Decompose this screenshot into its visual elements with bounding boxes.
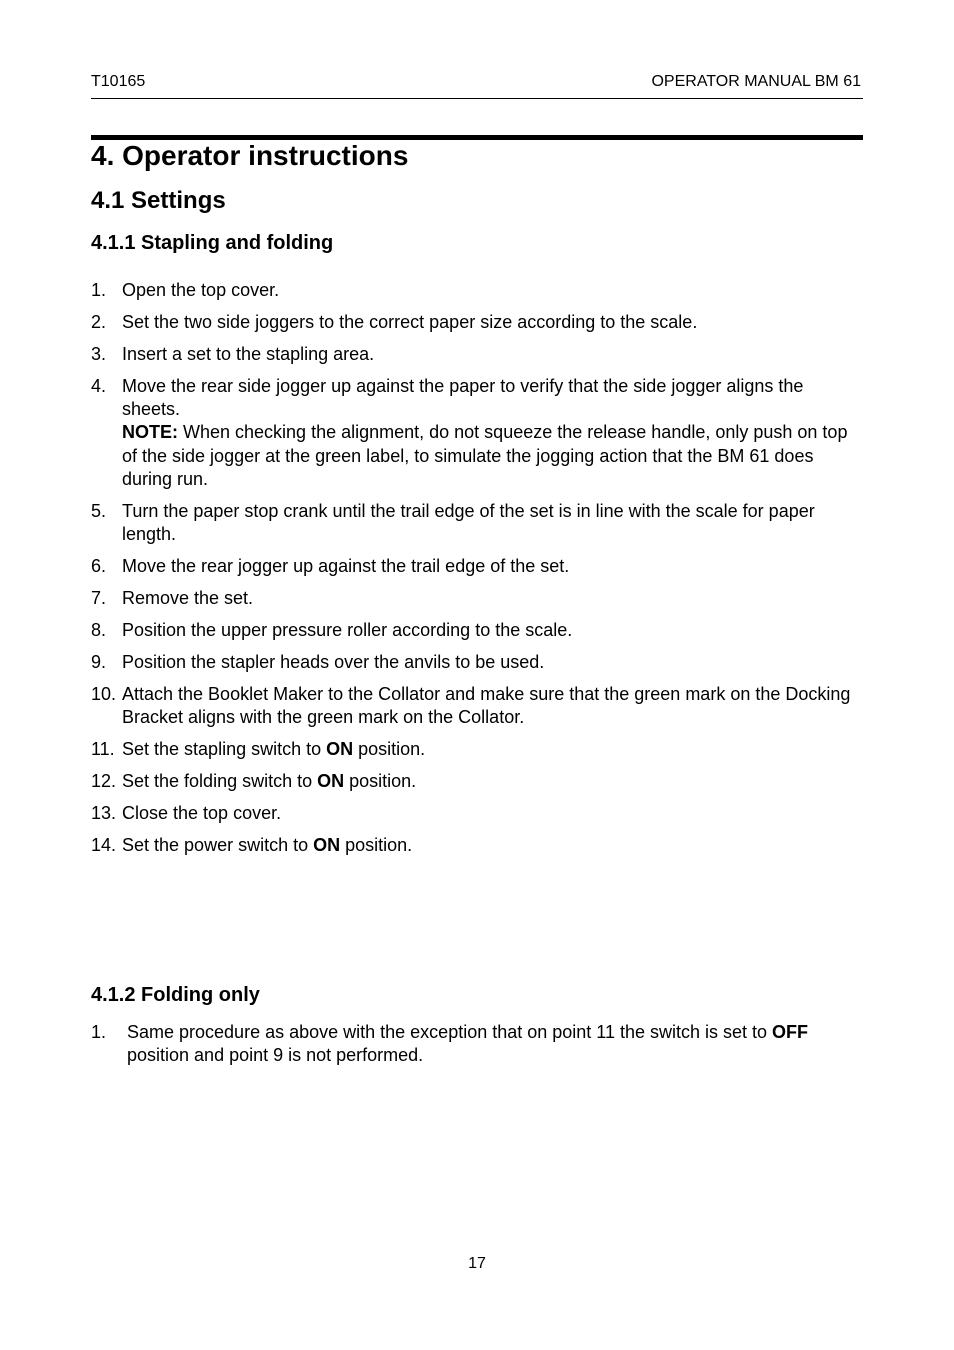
step-number: 8. [91, 620, 107, 641]
step-number: 12. [91, 771, 117, 792]
step-text: Move the rear side jogger up against the paper to verify that the side jogger aligns the sheets. [122, 376, 804, 420]
step-text-pre: Same procedure as above with the exception that on point 11 the switch is set to [127, 1022, 773, 1042]
subsection-title: 4.1 Settings [91, 187, 226, 214]
step-text: Insert a set to the stapling area. [122, 344, 375, 364]
step-text-pre: Set the power switch to [122, 835, 314, 856]
document-id: T10165 [91, 73, 146, 90]
step-text: Set the two side joggers to the correct paper size according to the scale. [122, 312, 698, 332]
note-label: NOTE: [122, 422, 178, 443]
note-text: When checking the alignment, do not squeeze the release handle, only push on top of the side jogger at the green label, to simulate the jogging action that the BM 61 does during run. [122, 422, 848, 489]
list-item [91, 279, 866, 302]
folding-steps [91, 1021, 866, 1067]
step-text-pre: Set the folding switch to [122, 771, 318, 792]
list-item [91, 500, 866, 546]
section-title: 4. Operator instructions [91, 140, 409, 171]
step-number: 9. [91, 652, 107, 673]
page-header [91, 70, 863, 99]
step-number: 2. [91, 312, 107, 332]
page-number: 17 [468, 1255, 486, 1272]
list-item [91, 343, 866, 366]
step-number: 11. [91, 739, 115, 760]
list-item [91, 1021, 866, 1067]
step-number: 10. [91, 684, 117, 705]
switch-state: OFF [772, 1022, 809, 1042]
list-item [91, 834, 866, 857]
step-text: Attach the Booklet Maker to the Collator and make sure that the green mark on the Docking Bracket aligns with the green mark on the Collator. [122, 684, 851, 728]
step-text: Move the rear jogger up against the trail edge of the set. [122, 556, 570, 577]
manual-title: OPERATOR MANUAL BM 61 [651, 73, 861, 90]
list-item [91, 770, 866, 793]
step-number: 4. [91, 376, 107, 396]
list-item [91, 375, 866, 491]
step-text: Remove the set. [122, 588, 254, 609]
switch-state: ON [317, 771, 345, 792]
step-number: 1. [91, 1022, 107, 1042]
step-text: Position the stapler heads over the anvils to be used. [122, 652, 545, 673]
step-text-post: position and point 9 is not performed. [127, 1045, 424, 1065]
stapling-title: 4.1.1 Stapling and folding [91, 232, 334, 254]
step-text: Position the upper pressure roller according to the scale. [122, 620, 573, 641]
step-number: 5. [91, 500, 107, 521]
list-item [91, 587, 866, 610]
folding-title: 4.1.2 Folding only [91, 984, 260, 1006]
step-text-pre: Set the stapling switch to [122, 739, 327, 760]
list-item [91, 683, 866, 729]
step-number: 3. [91, 344, 107, 364]
step-text: Turn the paper stop crank until the trail edge of the set is in line with the scale for paper length. [122, 500, 815, 545]
list-item [91, 738, 866, 761]
list-item [91, 555, 866, 578]
step-number: 7. [91, 588, 107, 609]
step-number: 14. [91, 835, 117, 856]
step-text-post: position. [340, 835, 413, 856]
switch-state: ON [326, 739, 354, 760]
stapling-steps [91, 279, 866, 866]
step-text-post: position. [344, 771, 417, 792]
list-item [91, 651, 866, 674]
step-number: 13. [91, 803, 117, 824]
step-text: Close the top cover. [122, 803, 282, 824]
step-number: 6. [91, 556, 107, 577]
step-number: 1. [91, 280, 107, 300]
list-item [91, 311, 866, 334]
step-text: Open the top cover. [122, 280, 280, 300]
list-item [91, 619, 866, 642]
list-item [91, 802, 866, 825]
step-text-post: position. [353, 739, 426, 760]
switch-state: ON [313, 835, 341, 856]
